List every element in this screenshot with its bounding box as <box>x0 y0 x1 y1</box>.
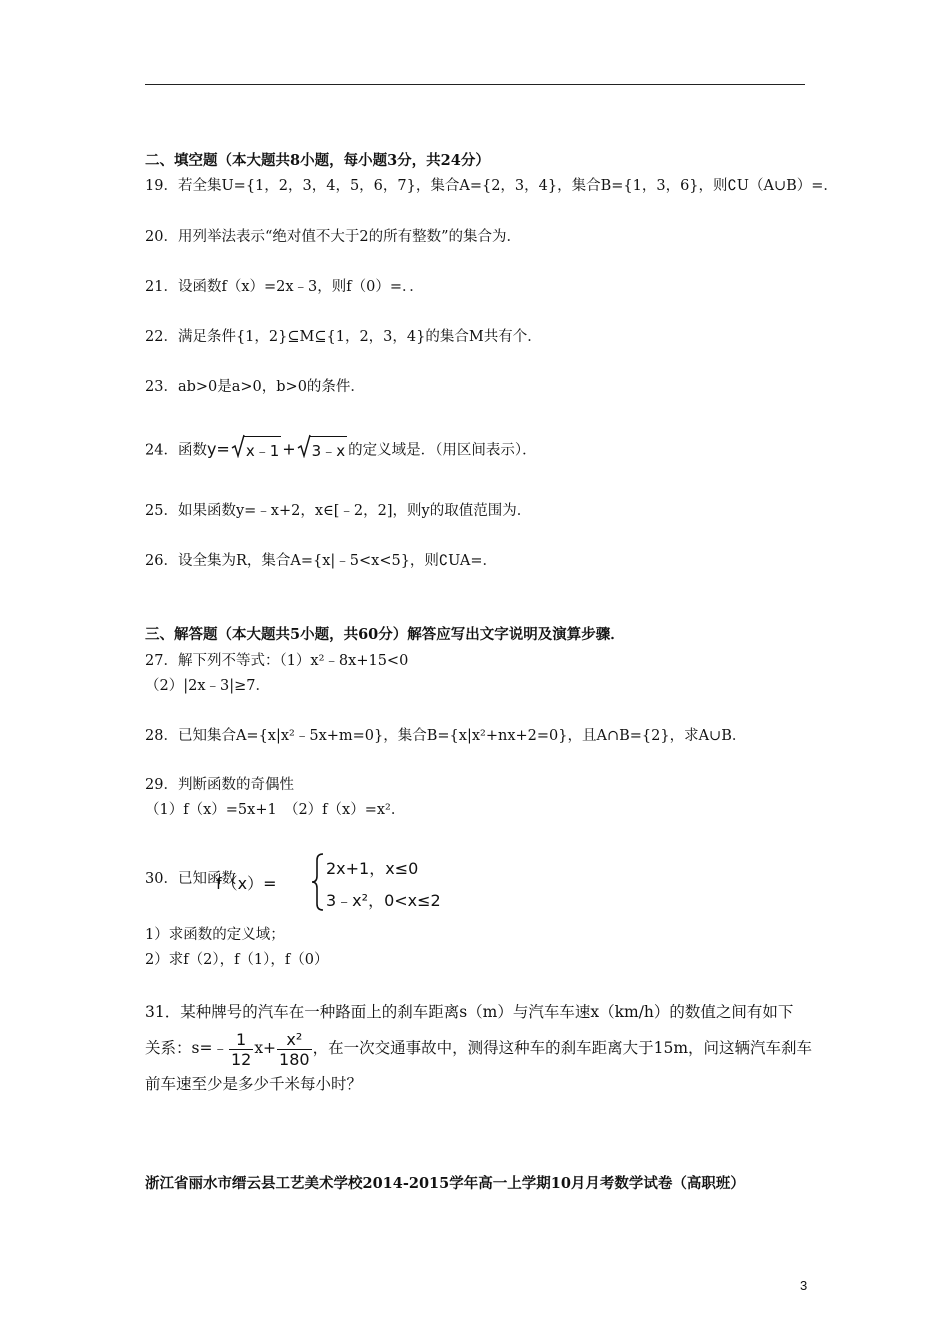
fraction-1-numerator: 1 <box>229 1030 253 1050</box>
question-24 <box>145 436 537 465</box>
question-21: 21．设函数f（x）=2x﹣3，则f（0）=．． <box>145 279 424 295</box>
question-24-y: y= <box>206 439 230 459</box>
question-29-line-1: 29．判断函数的奇偶性 <box>145 777 294 793</box>
header-rule <box>145 84 805 85</box>
question-25: 25．如果函数y=﹣x+2，x∈[﹣2，2]，则y的取值范围为． <box>145 503 532 519</box>
question-23: 23．ab>0是a>0，b>0的条件． <box>145 379 365 395</box>
question-20: 20．用列举法表示“绝对值不大于2的所有整数”的集合为． <box>145 229 521 245</box>
function-name: f（x）= <box>216 874 277 893</box>
question-26: 26．设全集为R，集合A={x|﹣5<x<5}，则∁UA=． <box>145 553 498 569</box>
question-31-line-2 <box>145 1028 812 1069</box>
piecewise-case-1: 2x+1，x≤0 <box>326 859 419 878</box>
question-24-suffix: 的定义域是．（用区间表示）． <box>348 442 537 459</box>
fraction-2-denominator: 180 <box>279 1049 310 1069</box>
question-30-sub-1: 1）求函数的定义域； <box>145 927 285 943</box>
question-31-line-1: 31．某种牌号的汽车在一种路面上的刹车距离s（m）与汽车车速x（km/h）的数值之间有如下 <box>145 1003 794 1021</box>
left-brace-icon <box>311 852 325 912</box>
radicand-2: 3﹣x <box>310 436 347 464</box>
section-2-heading: 二、填空题（本大题共8小题，每小题3分，共24分） <box>145 152 490 169</box>
question-30-sub-2: 2）求f（2），f（1），f（0） <box>145 952 329 968</box>
question-30-piecewise <box>145 850 485 914</box>
fraction-1-denominator: 12 <box>230 1049 252 1069</box>
question-31-pre: 关系：s=﹣ <box>145 1039 228 1057</box>
sqrt-term-2 <box>297 436 347 465</box>
fraction-2-numerator: x² <box>277 1030 312 1050</box>
question-22: 22．满足条件{1，2}⊆M⊆{1，2，3，4}的集合M共有个． <box>145 329 542 345</box>
question-30-label: 30．已知函数 <box>145 871 236 887</box>
radicand-1: x﹣1 <box>244 436 281 464</box>
fraction-1 <box>229 1030 253 1069</box>
sqrt-term-1 <box>231 436 281 465</box>
question-31-post: ，在一次交通事故中，测得这种车的刹车距离大于15m，问这辆汽车刹车 <box>312 1039 813 1057</box>
question-24-prefix: 24．函数 <box>145 442 207 459</box>
question-31-line-3: 前车速至少是多少千米每小时？ <box>145 1075 363 1093</box>
piecewise-case-2: 3﹣x²，0<x≤2 <box>326 891 441 910</box>
exam-title: 浙江省丽水市缙云县工艺美术学校2014-2015学年高一上学期10月月考数学试卷（高职班） <box>145 1175 745 1192</box>
plus-sign: + <box>282 439 296 459</box>
question-27-line-1: 27．解下列不等式：（1）x²﹣8x+15<0 <box>145 653 409 669</box>
fraction-2 <box>277 1030 312 1069</box>
section-3-heading: 三、解答题（本大题共5小题，共60分）解答应写出文字说明及演算步骤． <box>145 626 625 643</box>
question-19: 19．若全集U={1，2，3，4，5，6，7}，集合A={2，3，4}，集合B={1，3，6}，则∁U（A∪B）=． <box>145 178 838 194</box>
question-31-mid: x+ <box>254 1039 277 1057</box>
question-27-line-2: （2）|2x﹣3|≥7． <box>145 678 270 694</box>
question-29-line-2: （1）f（x）=5x+1 （2）f（x）=x²． <box>145 802 406 818</box>
question-28: 28．已知集合A={x|x²﹣5x+m=0}，集合B={x|x²+nx+2=0}，且A∩B={2}，求A∪B． <box>145 728 747 744</box>
page-number: 3 <box>800 1278 808 1293</box>
